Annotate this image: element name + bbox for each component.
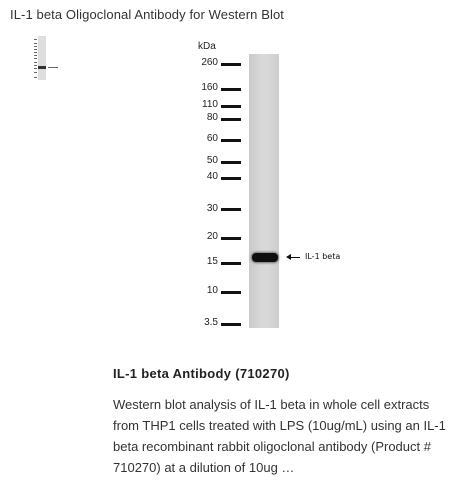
mw-marker-tick [221,291,241,294]
band-label: IL-1 beta [305,252,341,261]
mw-label-110: 110 [202,99,218,110]
mw-label-20: 20 [206,231,218,242]
page-title: IL-1 beta Oligoclonal Antibody for Western Blot [10,7,284,22]
mw-label-15: 15 [206,256,218,267]
mw-marker-tick [221,262,241,265]
mw-label-3-5: 3.5 [204,317,218,328]
il1-beta-band [252,253,278,262]
kda-unit-label: kDa [198,41,216,52]
product-description: Western blot analysis of IL-1 beta in whole cell extracts from THP1 cells treated with LPS (10ug/mL) using an IL-1 beta recombinant rabbit oligoclonal antibody (Product # 710270) at a dilution of 10ug … [113,397,446,475]
mw-marker-tick [221,177,241,180]
mw-marker-tick [221,161,241,164]
mw-label-80: 80 [206,112,218,123]
mw-marker-tick [221,139,241,142]
mw-marker-tick [221,63,241,66]
mw-marker-tick [221,118,241,121]
mw-marker-tick [221,88,241,91]
blot-lane [249,54,279,328]
mw-label-160: 160 [201,82,218,93]
mw-marker-tick [221,208,241,211]
mw-marker-tick [221,323,241,326]
arrow-head-icon [286,254,291,260]
mw-marker-tick [221,105,241,108]
mw-label-10: 10 [206,285,218,296]
mw-label-50: 50 [206,155,218,166]
mw-marker-tick [221,237,241,240]
product-heading: IL-1 beta Antibody (710270) [113,366,290,381]
mw-label-40: 40 [206,171,218,182]
mw-label-30: 30 [206,203,218,214]
mw-label-260: 260 [201,57,218,68]
mw-label-60: 60 [206,133,218,144]
